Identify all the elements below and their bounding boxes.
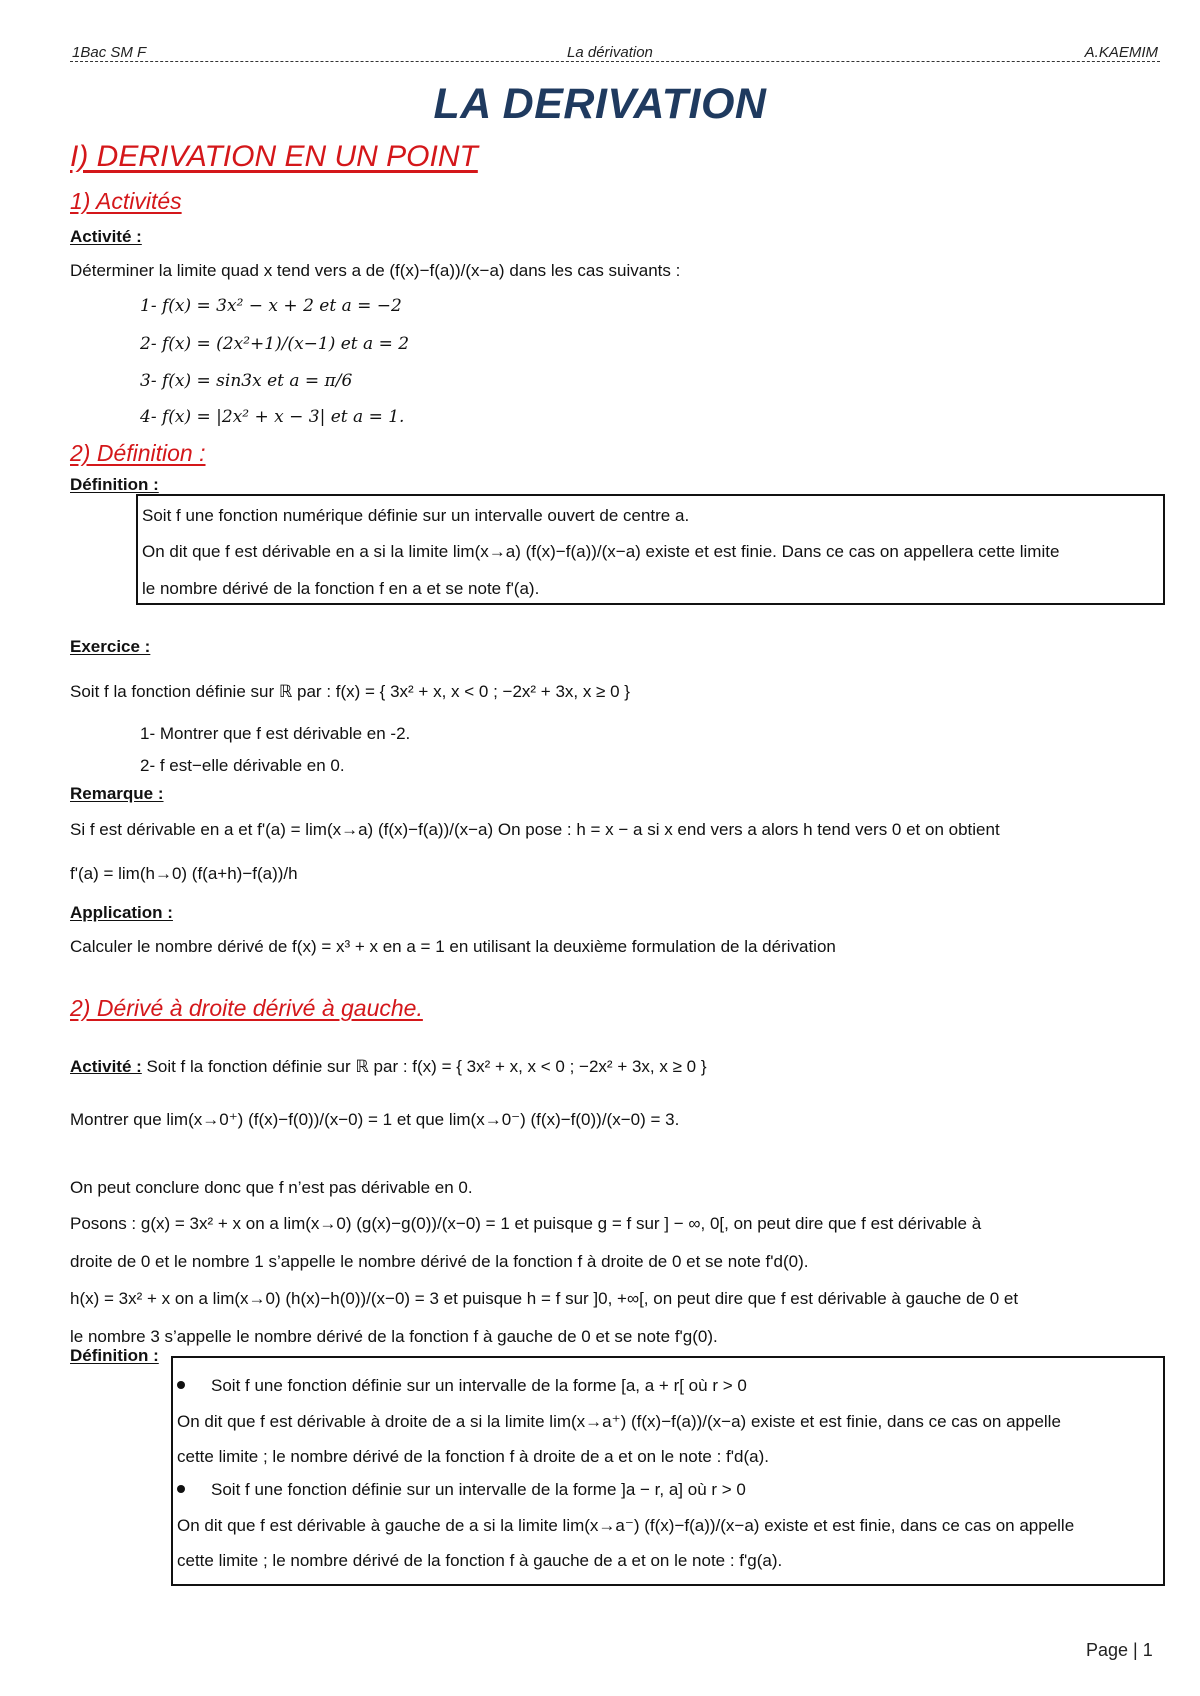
header-class: 1Bac SM F bbox=[72, 44, 147, 61]
exercice-label: Exercice : bbox=[70, 637, 151, 656]
conclusion-line-4: h(x) = 3x² + x on a lim(x→0) (h(x)−h(0))/(x−0) = 3 et puisque h = f sur ]0, +∞[, on peut dire que f est dérivable à gauche de 0 et bbox=[70, 1289, 1019, 1308]
definition-2-label: Définition : bbox=[70, 1346, 159, 1365]
activite-2-line bbox=[70, 1055, 707, 1079]
exercice-line-3: 2- f est−elle dérivable en 0. bbox=[140, 756, 345, 775]
conclusion-line-1: On peut conclure donc que f n’est pas dérivable en 0. bbox=[70, 1178, 473, 1197]
section-1-heading: I) DERIVATION EN UN POINT bbox=[70, 140, 478, 173]
activite-2-text: Soit f la fonction définie sur ℝ par : f(x) = { 3x² + x, x < 0 ; −2x² + 3x, x ≥ 0 } bbox=[146, 1057, 707, 1076]
case-2: 2- f(x) = (2x²+1)/(x−1) et a = 2 bbox=[140, 334, 410, 354]
activite-intro: Déterminer la limite quad x tend vers a de (f(x)−f(a))/(x−a) dans les cas suivants : bbox=[70, 261, 681, 280]
bullet-icon bbox=[177, 1381, 185, 1389]
definition-2-line-2: On dit que f est dérivable à droite de a si la limite lim(x→a⁺) (f(x)−f(a))/(x−a) existe et est finie, dans ce cas on appelle bbox=[177, 1412, 1061, 1431]
page-number: Page | 1 bbox=[1086, 1640, 1153, 1660]
activite-2-label: Activité : bbox=[70, 1057, 142, 1076]
definition-2-line-1 bbox=[177, 1374, 747, 1398]
header-topic: La dérivation bbox=[567, 44, 653, 61]
conclusion-line-2: Posons : g(x) = 3x² + x on a lim(x→0) (g(x)−g(0))/(x−0) = 1 et puisque g = f sur ] − ∞, 0[, on peut dire que f est dérivable à bbox=[70, 1214, 982, 1233]
exercice-line-1: Soit f la fonction définie sur ℝ par : f(x) = { 3x² + x, x < 0 ; −2x² + 3x, x ≥ 0 } bbox=[70, 682, 630, 701]
application-text: Calculer le nombre dérivé de f(x) = x³ + x en a = 1 en utilisant la deuxième formulation de la dérivation bbox=[70, 937, 836, 956]
definition-2-text-4: Soit f une fonction définie sur un intervalle de la forme ]a − r, a] où r > 0 bbox=[211, 1480, 746, 1499]
definition-2-line-6: cette limite ; le nombre dérivé de la fonction f à gauche de a et on le note : f'g(a). bbox=[177, 1551, 783, 1570]
activite-label: Activité : bbox=[70, 227, 142, 246]
definition-heading: 2) Définition : bbox=[70, 440, 206, 466]
header-author: A.KAEMIM bbox=[1084, 44, 1158, 61]
section-2-heading: 2) Dérivé à droite dérivé à gauche. bbox=[70, 995, 423, 1021]
definition-2-line-3: cette limite ; le nombre dérivé de la fonction f à droite de a et on le note : f'd(a). bbox=[177, 1447, 769, 1466]
application-label: Application : bbox=[70, 903, 173, 922]
case-4: 4- f(x) = |2x² + x − 3| et a = 1. bbox=[140, 407, 405, 427]
definition-line-2: On dit que f est dérivable en a si la limite lim(x→a) (f(x)−f(a))/(x−a) existe et est finie. Dans ce cas on appellera cette limite bbox=[142, 542, 1060, 561]
definition-line-1: Soit f une fonction numérique définie sur un intervalle ouvert de centre a. bbox=[142, 506, 690, 525]
definition-2-line-4 bbox=[177, 1478, 746, 1502]
bullet-icon bbox=[177, 1485, 185, 1493]
remarque-label: Remarque : bbox=[70, 784, 164, 803]
definition-2-line-5: On dit que f est dérivable à gauche de a si la limite lim(x→a⁻) (f(x)−f(a))/(x−a) existe et est finie, dans ce cas on appelle bbox=[177, 1516, 1075, 1535]
activites-heading: 1) Activités bbox=[70, 188, 182, 214]
header-rule bbox=[70, 61, 1160, 62]
page-header bbox=[70, 44, 1160, 66]
remarque-line-2: f'(a) = lim(h→0) (f(a+h)−f(a))/h bbox=[70, 864, 298, 883]
conclusion-line-3: droite de 0 et le nombre 1 s’appelle le nombre dérivé de la fonction f à droite de 0 et se note f'd(0). bbox=[70, 1252, 809, 1271]
definition-line-3: le nombre dérivé de la fonction f en a et se note f'(a). bbox=[142, 579, 540, 598]
definition-2-text-1: Soit f une fonction définie sur un intervalle de la forme [a, a + r[ où r > 0 bbox=[211, 1376, 747, 1395]
definition-label: Définition : bbox=[70, 475, 159, 494]
conclusion-line-5: le nombre 3 s’appelle le nombre dérivé de la fonction f à gauche de 0 et se note f'g(0). bbox=[70, 1327, 718, 1346]
remarque-line-1: Si f est dérivable en a et f'(a) = lim(x→a) (f(x)−f(a))/(x−a) On pose : h = x − a si x end vers a alors h tend vers 0 et on obtient bbox=[70, 820, 1000, 839]
montrer-line: Montrer que lim(x→0⁺) (f(x)−f(0))/(x−0) = 1 et que lim(x→0⁻) (f(x)−f(0))/(x−0) = 3. bbox=[70, 1110, 680, 1129]
exercice-line-2: 1- Montrer que f est dérivable en -2. bbox=[140, 724, 411, 743]
case-1: 1- f(x) = 3x² − x + 2 et a = −2 bbox=[140, 296, 402, 316]
case-3: 3- f(x) = sin3x et a = π/6 bbox=[140, 371, 353, 391]
document-title: LA DERIVATION bbox=[433, 80, 767, 128]
